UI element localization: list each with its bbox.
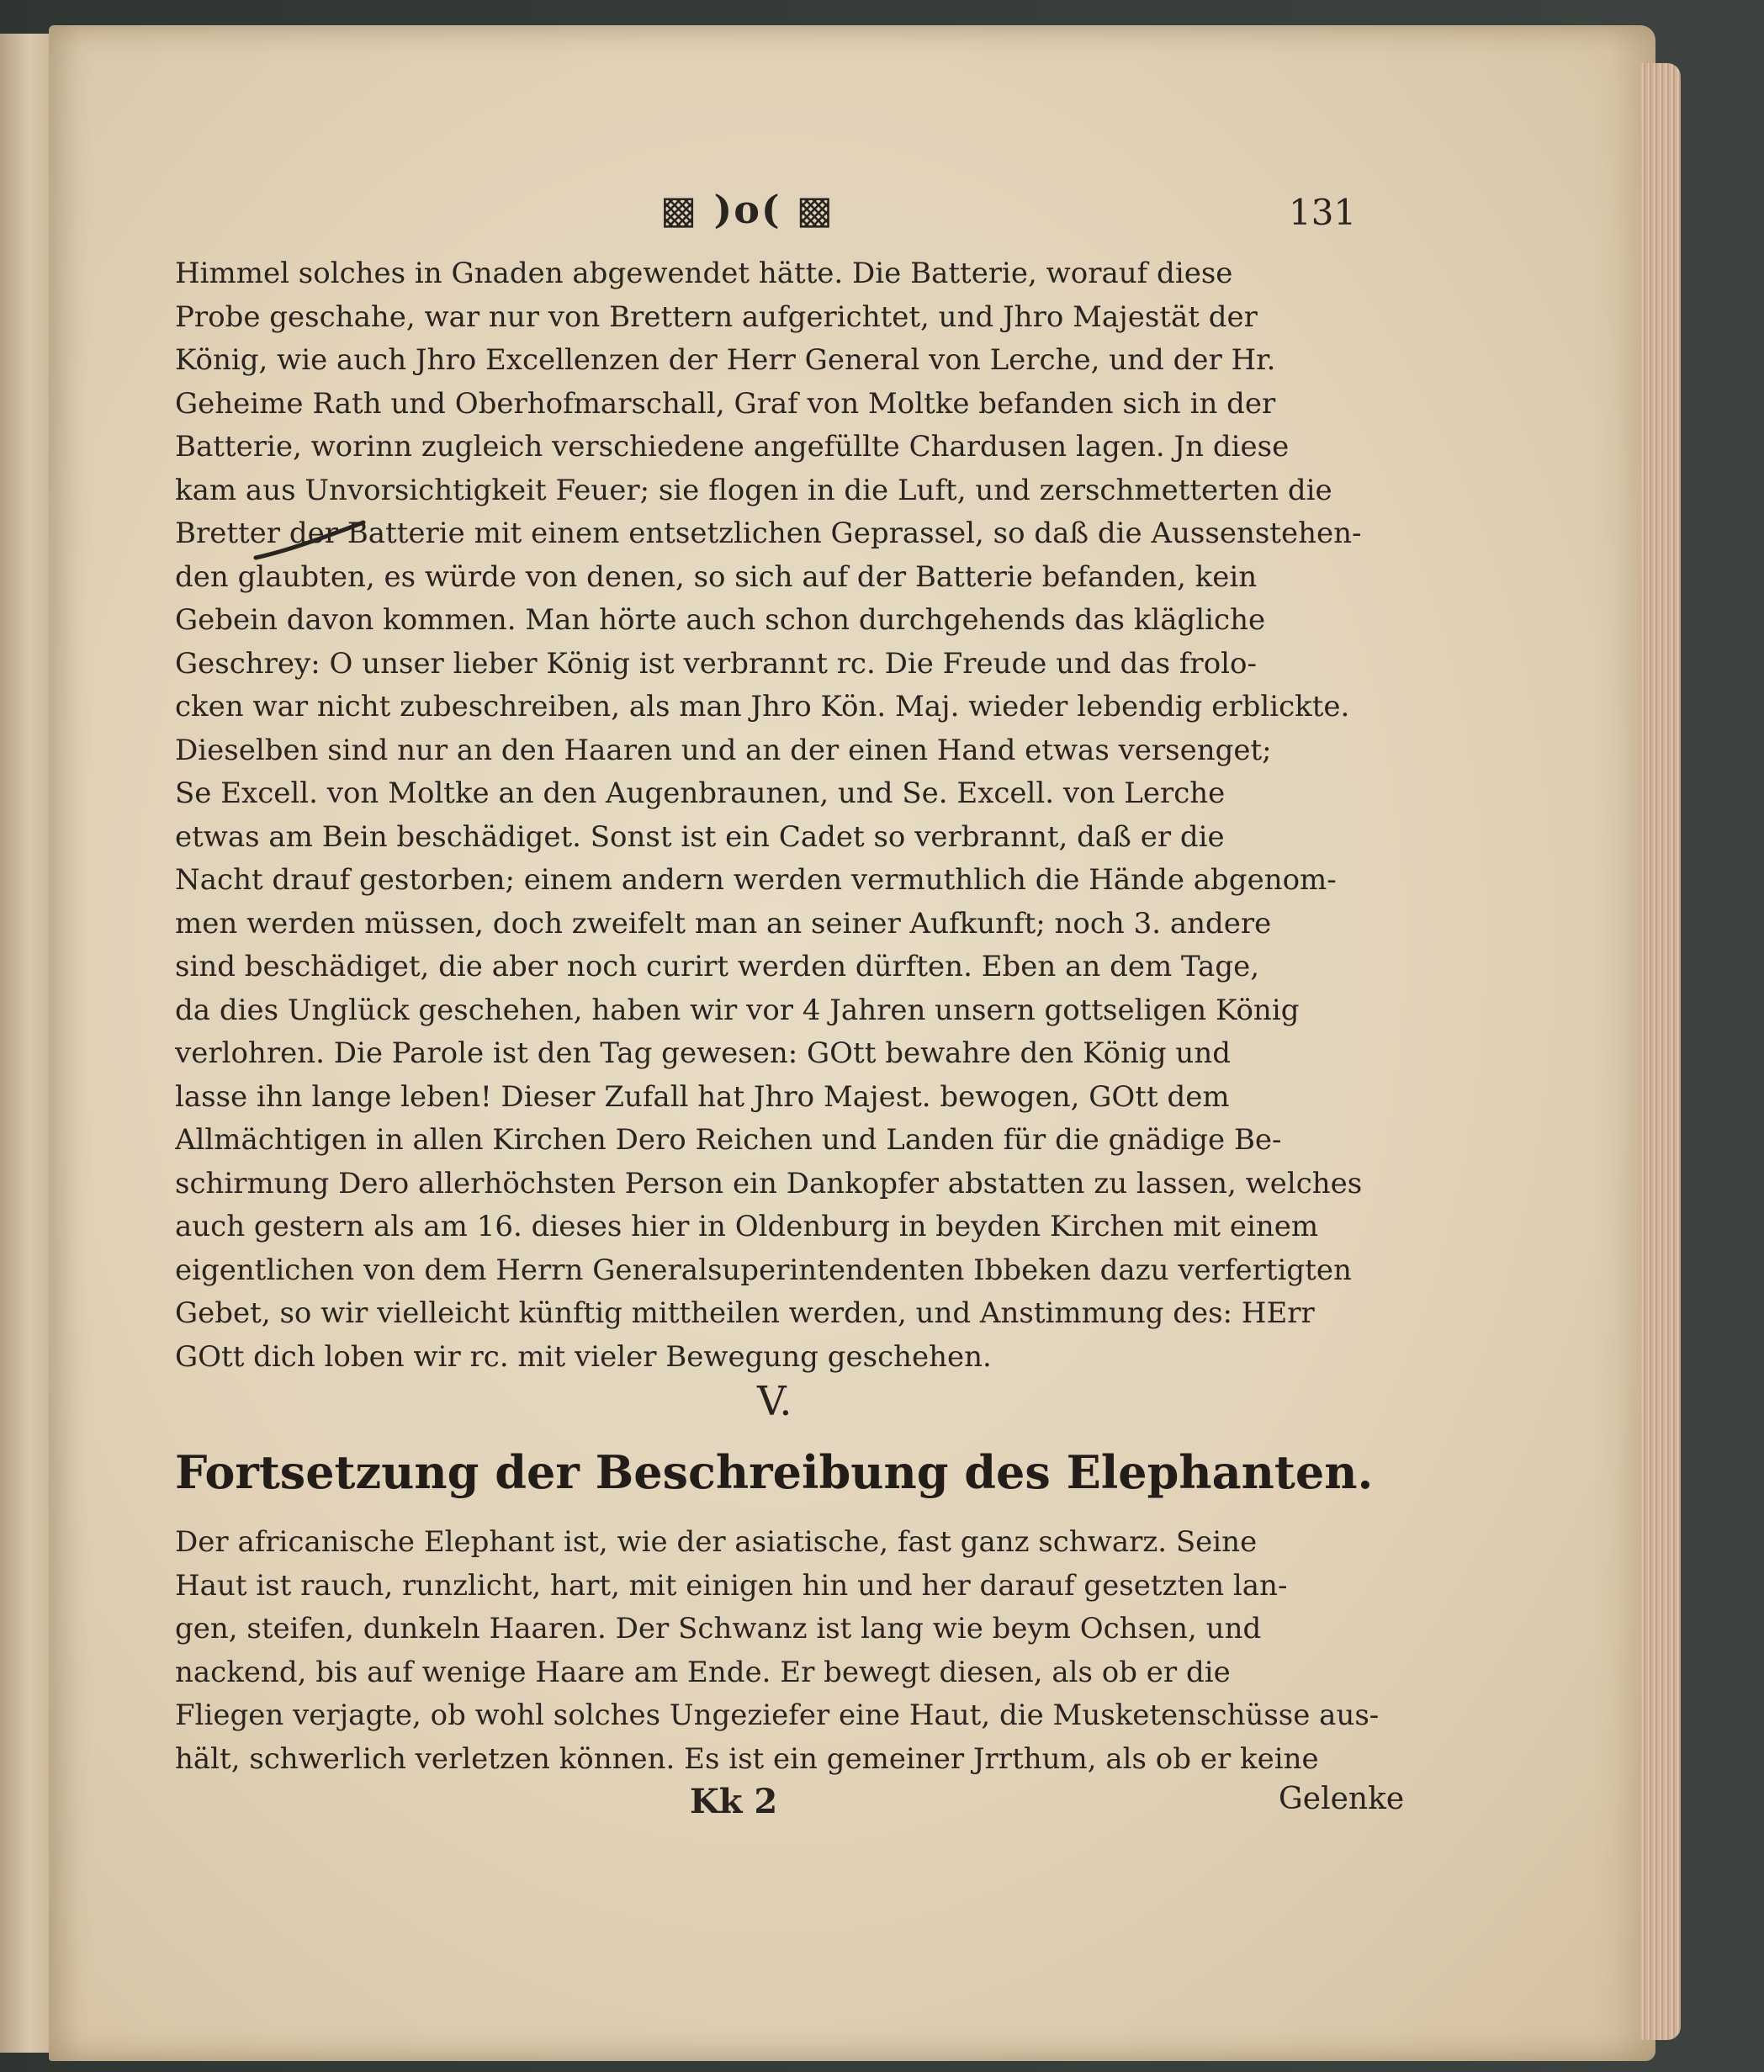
text-line: da dies Unglück geschehen, haben wir vor 4 Jahren unsern gottseligen König [175,993,1300,1027]
text-line: Dieselben sind nur an den Haaren und an der einen Hand etwas versenget; [175,733,1272,767]
text-line: König, wie auch Jhro Excellenzen der Herr General von Lerche, und der Hr. [175,343,1276,377]
text-line: GOtt dich loben wir rc. mit vieler Bewegung geschehen. [175,1339,992,1374]
text-line: Fliegen verjagte, ob wohl solches Ungeziefer eine Haut, die Musketenschüsse aus- [175,1698,1380,1732]
section-paragraph [175,1521,1386,1781]
text-line: den glaubten, es würde von denen, so sich auf der Batterie befanden, kein [175,559,1258,594]
text-line: Bretter der Batterie mit einem entsetzlichen Geprassel, so daß die Aussenstehen- [175,517,1362,550]
text-line: men werden müssen, doch zweifelt man an seiner Aufkunft; noch 3. andere [175,906,1272,941]
text-line: etwas am Bein beschädiget. Sonst ist ein Cadet so verbrannt, daß er die [175,819,1225,854]
text-line: lasse ihn lange leben! Dieser Zufall hat Jhro Majest. bewogen, GOtt dem [175,1079,1230,1114]
section-title: Fortsetzung der Beschreibung des Elephanten. [175,1445,1374,1499]
text-line: Geschrey: O unser lieber König ist verbrannt rc. Die Freude und das frolo- [175,646,1257,681]
ink-strikethrough-mark [252,517,370,568]
text-line: gen, steifen, dunkeln Haaren. Der Schwanz ist lang wie beym Ochsen, und [175,1612,1262,1645]
catchword: Gelenke [1279,1782,1405,1816]
text-line: Probe geschahe, war nur von Brettern aufgerichtet, und Jhro Majestät der [175,299,1258,334]
text-line: verlohren. Die Parole ist den Tag gewesen: GOtt bewahre den König und [175,1036,1231,1070]
text-line: sind beschädiget, die aber noch curirt werden dürften. Eben an dem Tage, [175,950,1260,983]
text-line: Allmächtigen in allen Kirchen Dero Reichen und Landen für die gnädige Be- [175,1123,1282,1157]
text-line: schirmung Dero allerhöchsten Person ein Dankopfer abstatten zu lassen, welches [175,1166,1363,1200]
text-line: Der africanische Elephant ist, wie der asiatische, fast ganz schwarz. Seine [175,1525,1258,1559]
text-line: Nacht drauf gestorben; einem andern werden vermuthlich die Hände abgenom- [175,863,1337,897]
text-line: Gebein davon kommen. Man hörte auch schon durchgehends das klägliche [175,603,1266,637]
text-line: auch gestern als am 16. dieses hier in Oldenburg in beyden Kirchen mit einem [175,1210,1319,1243]
text-line: hält, schwerlich verletzen können. Es ist ein gemeiner Jrrthum, als ob er keine [175,1741,1319,1776]
text-line: Se Excell. von Moltke an den Augenbraunen, und Se. Excell. von Lerche [175,776,1226,810]
page-number: 131 [1289,192,1357,233]
text-line: eigentlichen von dem Herrn Generalsuperintendenten Ibbeken dazu verfertigten [175,1253,1352,1287]
text-line: Geheime Rath und Oberhofmarschall, Graf von Moltke befanden sich in der [175,386,1276,421]
left-page-edge [0,34,52,2053]
signature-mark: Kk 2 [690,1782,778,1821]
text-line: Gebet, so wir vielleicht künftig mittheilen werden, und Anstimmung des: HErr [175,1296,1315,1330]
body-paragraph [175,252,1386,1379]
text-line: nackend, bis auf wenige Haare am Ende. Er bewegt diesen, als ob er die [175,1655,1231,1689]
running-header-ornament: ▩ )o( ▩ [660,187,835,232]
text-line: Himmel solches in Gnaden abgewendet hätte. Die Batterie, worauf diese [175,257,1233,290]
page-stack-edge [1640,63,1681,2040]
section-number: V. [757,1378,792,1425]
text-line: kam aus Unvorsichtigkeit Feuer; sie flogen in die Luft, und zerschmetterten die [175,473,1332,507]
text-line: Batterie, worinn zugleich verschiedene angefüllte Chardusen lagen. Jn diese [175,430,1290,464]
text-line: cken war nicht zubeschreiben, als man Jhro Kön. Maj. wieder lebendig erblickte. [175,690,1350,723]
text-line: Haut ist rauch, runzlicht, hart, mit einigen hin und her darauf gesetzten lan- [175,1568,1288,1603]
